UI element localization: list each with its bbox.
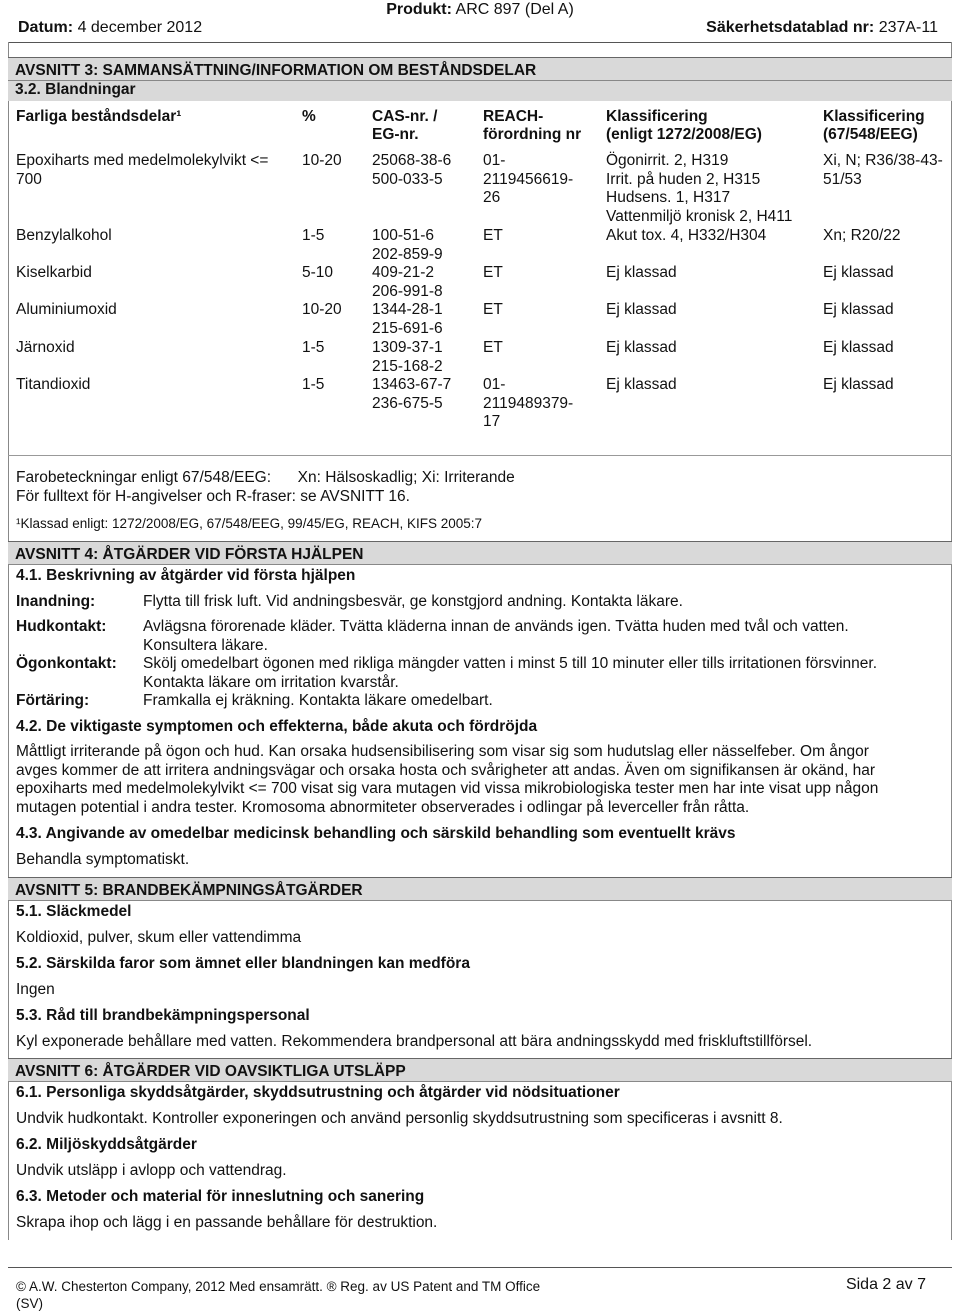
row-benzyl-klass-clp: Akut tox. 4, H332/H304 <box>606 227 767 244</box>
footer-divider <box>8 1267 952 1268</box>
footer-copyright: © A.W. Chesterton Company, 2012 Med ensamrätt. ® Reg. av US Patent and TM Office <box>16 1279 541 1294</box>
section-4-1-subtitle: 4.1. Beskrivning av åtgärder vid första hjälpen <box>16 567 356 584</box>
row-epoxy-klass-clp-2: Irrit. på huden 2, H315 <box>606 170 761 188</box>
row-titandioxid-reach-line1: 01- <box>483 376 506 393</box>
row-epoxy-cas-nr: 25068-38-6 <box>372 152 452 169</box>
label-fortaring: Förtäring: <box>16 692 90 709</box>
row-titandioxid-klass-dsd: Ej klassad <box>823 376 894 393</box>
date-label: Datum: <box>18 19 74 36</box>
section-5-title: AVSNITT 5: BRANDBEKÄMPNINGSÅTGÄRDER <box>8 877 952 901</box>
symptoms-line1: Måttligt irriterande på ögon och hud. Kan orsaka hudsensibilisering som visar sig som hudutslag eller nässelfeber. Om ångor <box>16 743 869 760</box>
section-6-title: AVSNITT 6: ÅTGÄRDER VID OAVSIKTLIGA UTSLÄPP <box>8 1058 952 1082</box>
note-classification: ¹Klassad enligt: 1272/2008/EG, 67/548/EEG, 99/45/EG, REACH, KIFS 2005:7 <box>16 516 483 531</box>
col-header-cas-line2: EG-nr. <box>372 126 419 143</box>
treatment-text: Behandla symptomatiskt. <box>16 851 190 868</box>
label-ogonkontakt: Ögonkontakt: <box>16 655 117 672</box>
section-6-3-text: Skrapa ihop och lägg i en passande behållare för destruktion. <box>16 1214 438 1231</box>
product-line <box>0 1 960 19</box>
page-number: Sida 2 av 7 <box>845 1276 926 1293</box>
label-hudkontakt: Hudkontakt: <box>16 618 107 635</box>
row-aluminiumoxid-name: Aluminiumoxid <box>16 301 117 318</box>
col-header-name: Farliga beståndsdelar¹ <box>16 108 182 125</box>
product-value: ARC 897 (Del A) <box>455 1 574 18</box>
row-benzyl-eg-nr: 202-859-9 <box>372 245 443 263</box>
row-aluminiumoxid-cas <box>372 301 443 338</box>
row-kiselkarbid-eg-nr: 206-991-8 <box>372 282 443 300</box>
row-jarnoxid-reach: ET <box>483 339 503 356</box>
row-titandioxid-cas <box>372 376 451 413</box>
row-aluminiumoxid-eg-nr: 215-691-6 <box>372 319 443 337</box>
row-titandioxid-klass-clp: Ej klassad <box>606 376 677 393</box>
section-3-title: AVSNITT 3: SAMMANSÄTTNING/INFORMATION OM BESTÅNDSDELAR <box>8 57 952 81</box>
footer-left <box>16 1278 540 1311</box>
row-epoxy-klass-clp-4: Vattenmiljö kronisk 2, H411 <box>606 207 793 225</box>
symptoms-line3: epoxiharts med medelmolekylvikt <= 700 visat sig vara mutagen vid vissa mikrobiologiska tester men har inte visat upp någon <box>16 780 879 797</box>
section-3-2-subtitle: 3.2. Blandningar <box>8 81 952 101</box>
row-jarnoxid-eg-nr: 215-168-2 <box>372 357 443 375</box>
row-titandioxid-pct: 1-5 <box>302 376 325 393</box>
section-6-1-text: Undvik hudkontakt. Kontroller exponeringen och använd personlig skyddsutrustning som specificeras i avsnitt 8. <box>16 1110 783 1127</box>
text-inandning: Flytta till frisk luft. Vid andningsbesvär, ge konstgjord andning. Kontakta läkare. <box>143 593 683 610</box>
row-kiselkarbid-cas <box>372 264 443 301</box>
row-epoxy-pct: 10-20 <box>302 152 342 169</box>
section-5-2-text: Ingen <box>16 981 55 998</box>
section-6-1-subtitle: 6.1. Personliga skyddsåtgärder, skyddsutrustning och åtgärder vid nödsituationer <box>16 1084 620 1101</box>
row-epoxy-reach-line3: 26 <box>483 189 501 206</box>
section-5-2-subtitle: 5.2. Särskilda faror som ämnet eller blandningen kan medföra <box>16 955 470 972</box>
row-aluminiumoxid-cas-nr: 1344-28-1 <box>372 301 443 318</box>
row-epoxy-reach-line1: 01- <box>483 152 506 169</box>
row-benzyl-klass-dsd: Xn; R20/22 <box>823 227 901 244</box>
row-aluminiumoxid-pct: 10-20 <box>302 301 342 318</box>
text-hudkontakt <box>143 618 923 655</box>
section-4-2-subtitle: 4.2. De viktigaste symptomen och effekterna, både akuta och fördröjda <box>16 718 538 735</box>
section-6-3-subtitle: 6.3. Metoder och material för inneslutning och sanering <box>16 1188 425 1205</box>
section-5-3-text: Kyl exponerade behållare med vatten. Rekommendera brandpersonal att bära andningsskydd med friskluftstillförsel. <box>16 1033 813 1050</box>
date-value: 4 december 2012 <box>77 19 203 36</box>
row-titandioxid-reach-line3: 17 <box>483 413 501 430</box>
row-titandioxid-eg-nr: 236-675-5 <box>372 394 443 412</box>
text-ogonkontakt-line1: Skölj omedelbart ögonen med rikliga mängder vatten i minst 5 till 10 minuter eller tills irritationen försvinner. <box>143 655 878 672</box>
note-hazard-value: Xn: Hälsoskadlig; Xi: Irriterande <box>297 469 515 486</box>
row-epoxy-reach-line2: 2119456619- <box>483 170 574 188</box>
page-header <box>0 0 960 40</box>
row-benzyl-reach: ET <box>483 227 503 244</box>
col-header-cas-line1: CAS-nr. / <box>372 108 438 125</box>
text-ogonkontakt-line2: Kontakta läkare om irritation kvarstår. <box>143 673 399 691</box>
text-hudkontakt-line1: Avlägsna förorenade kläder. Tvätta kläderna innan de används igen. Tvätta huden med tvål och vatten. <box>143 618 849 635</box>
symptoms-text <box>16 743 916 817</box>
col-header-klass-dsd <box>823 108 925 144</box>
sds-number-line <box>706 19 938 37</box>
col-header-reach-line2: förordning nr <box>483 126 582 143</box>
row-epoxy-reach <box>483 152 573 208</box>
note-hazard-symbols <box>16 469 515 487</box>
symptoms-line4: mutagen potential i andra tester. Kromosoma abnormiteter observerades i odlingar på leverceller från råtta. <box>16 798 750 816</box>
row-titandioxid-cas-nr: 13463-67-7 <box>372 376 452 393</box>
section-5-3-subtitle: 5.3. Råd till brandbekämpningspersonal <box>16 1007 310 1024</box>
row-epoxy-klass-dsd-1: Xi, N; R36/38-43- <box>823 152 943 169</box>
section-6-2-subtitle: 6.2. Miljöskyddsåtgärder <box>16 1136 197 1153</box>
row-titandioxid-reach <box>483 376 573 432</box>
note-hazard-label: Farobeteckningar enligt 67/548/EEG: <box>16 469 272 486</box>
row-epoxy-name <box>16 152 268 189</box>
row-kiselkarbid-name: Kiselkarbid <box>16 264 92 281</box>
row-benzyl-cas <box>372 227 443 264</box>
note-fulltext: För fulltext för H-angivelser och R-fraser: se AVSNITT 16. <box>16 488 410 505</box>
row-jarnoxid-klass-dsd: Ej klassad <box>823 339 894 356</box>
row-titandioxid-name: Titandioxid <box>16 376 91 393</box>
sds-label: Säkerhetsdatablad nr: <box>706 19 875 36</box>
row-jarnoxid-klass-clp: Ej klassad <box>606 339 677 356</box>
text-ogonkontakt <box>143 655 923 692</box>
row-kiselkarbid-pct: 5-10 <box>302 264 334 281</box>
row-jarnoxid-name: Järnoxid <box>16 339 75 356</box>
date-line <box>18 19 202 37</box>
row-aluminiumoxid-klass-dsd: Ej klassad <box>823 301 894 318</box>
row-jarnoxid-cas <box>372 339 443 376</box>
footer-language: (SV) <box>16 1296 43 1311</box>
symptoms-line2: avges kommer de att irritera andningsvägar och orsaka hosta och svårigheter att andas. Även om signifikansen är okänd, har <box>16 761 875 779</box>
row-epoxy-klass-dsd-2: 51/53 <box>823 170 862 188</box>
row-benzyl-pct: 1-5 <box>302 227 325 244</box>
col-header-reach <box>483 108 581 144</box>
col-header-klass-clp-line2: (enligt 1272/2008/EG) <box>606 126 762 143</box>
section-6-2-text: Undvik utsläpp i avlopp och vattendrag. <box>16 1162 287 1179</box>
col-header-reach-line1: REACH- <box>483 108 544 125</box>
row-epoxy-eg-nr: 500-033-5 <box>372 170 443 188</box>
row-kiselkarbid-cas-nr: 409-21-2 <box>372 264 435 281</box>
header-divider <box>8 42 952 43</box>
col-header-klass-clp-line1: Klassificering <box>606 108 708 125</box>
sds-value: 237A-11 <box>878 19 938 36</box>
product-label: Produkt: <box>386 1 452 18</box>
row-kiselkarbid-reach: ET <box>483 264 503 281</box>
col-header-klass-dsd-line1: Klassificering <box>823 108 925 125</box>
row-jarnoxid-cas-nr: 1309-37-1 <box>372 339 443 356</box>
row-benzyl-cas-nr: 100-51-6 <box>372 227 435 244</box>
col-header-cas <box>372 108 437 144</box>
label-inandning: Inandning: <box>16 593 96 610</box>
row-jarnoxid-pct: 1-5 <box>302 339 325 356</box>
row-aluminiumoxid-reach: ET <box>483 301 503 318</box>
col-header-klass-clp <box>606 108 762 144</box>
text-hudkontakt-line2: Konsultera läkare. <box>143 636 268 654</box>
row-epoxy-klass-clp-3: Hudsens. 1, H317 <box>606 189 731 206</box>
col-header-klass-dsd-line2: (67/548/EEG) <box>823 126 918 143</box>
row-epoxy-klass-clp-1: Ögonirrit. 2, H319 <box>606 152 729 169</box>
row-kiselkarbid-klass-dsd: Ej klassad <box>823 264 894 281</box>
section-5-1-text: Koldioxid, pulver, skum eller vattendimma <box>16 929 302 946</box>
row-epoxy-name-line1: Epoxiharts med medelmolekylvikt <= <box>16 152 269 169</box>
text-fortaring: Framkalla ej kräkning. Kontakta läkare omedelbart. <box>143 692 493 709</box>
row-epoxy-cas <box>372 152 451 189</box>
section-4-title: AVSNITT 4: ÅTGÄRDER VID FÖRSTA HJÄLPEN <box>8 541 952 565</box>
section-4-3-subtitle: 4.3. Angivande av omedelbar medicinsk behandling och särskild behandling som eventuellt krävs <box>16 825 736 842</box>
section-5-1-subtitle: 5.1. Släckmedel <box>16 903 132 920</box>
row-aluminiumoxid-klass-clp: Ej klassad <box>606 301 677 318</box>
row-benzyl-name: Benzylalkohol <box>16 227 112 244</box>
row-titandioxid-reach-line2: 2119489379- <box>483 394 574 412</box>
row-epoxy-name-line2: 700 <box>16 170 42 188</box>
table-divider <box>8 455 952 456</box>
row-kiselkarbid-klass-clp: Ej klassad <box>606 264 677 281</box>
col-header-pct: % <box>302 108 316 125</box>
row-epoxy-klass-dsd <box>823 152 943 189</box>
row-epoxy-klass-clp <box>606 152 792 226</box>
